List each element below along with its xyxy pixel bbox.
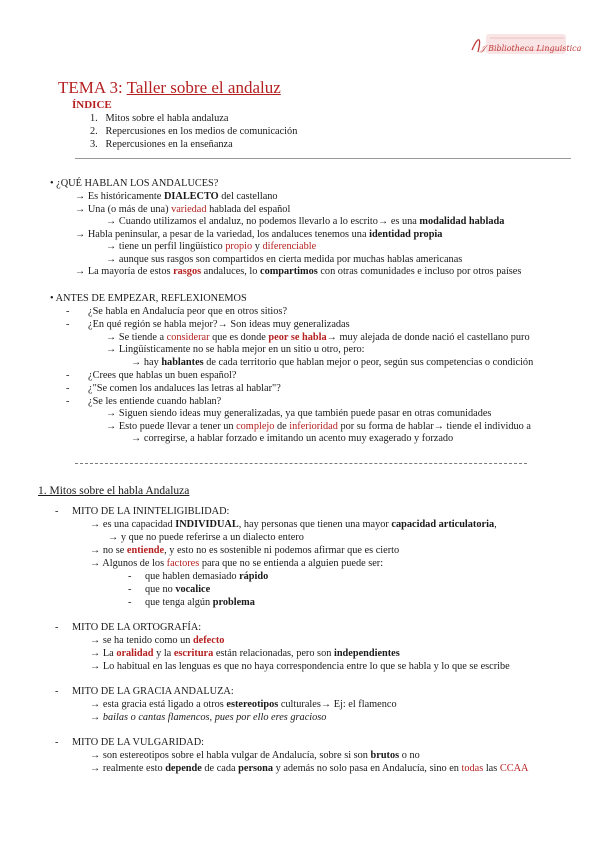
page-title: TEMA 3: Taller sobre el andaluz [58,78,281,97]
list-dash: - [66,306,70,317]
text-line: → Lo habitual en las lenguas es que no haya correspondencia entre lo que se habla y lo que se escribe [90,661,510,672]
text-line: → realmente esto depende de cada persona y además no solo pasa en Andalucía, sino en todas las CCAA [90,763,529,774]
myth-heading: MITO DE LA ININTELIGIBLIDAD: [72,506,230,517]
text-line: → tiene un perfil lingüístico propio y diferenciable [106,241,317,252]
text-line: → bailas o cantas flamencos, pues por ello eres gracioso [90,712,327,723]
section-heading: • ¿QUÉ HABLAN LOS ANDALUCES? [50,178,219,189]
index-item: 1. Mitos sobre el habla andaluza [90,113,229,124]
text-line: → Se tiende a considerar que es donde peor se habla→ muy alejada de donde nació el castellano puro [106,332,530,343]
text-line: → Algunos de los factores para que no se entienda a alguien puede ser: [90,558,384,569]
list-dash: - [55,686,59,697]
index-item: 2. Repercusiones en los medios de comunicación [90,126,298,137]
text-line: → se ha tenido como un defecto [90,635,225,646]
text-line: → hay hablantes de cada territorio que hablan mejor o peor, según sus competencias o condición [131,357,534,368]
index-item: 3. Repercusiones en la enseñanza [90,139,233,150]
list-item: que tenga algún problema [145,597,255,608]
list-item: que hablen demasiado rápido [145,571,269,582]
text-line: → esta gracia está ligado a otros estereotipos culturales→ Ej: el flamenco [90,699,397,710]
myth-heading: MITO DE LA ORTOGRAFÍA: [72,622,202,633]
list-dash: - [66,383,70,394]
dashed-divider [75,463,527,464]
list-item: ¿En qué región se habla mejor?→ Son ideas muy generalizadas [88,319,350,330]
divider [75,158,571,159]
list-item: ¿Se les entiende cuando hablan? [88,396,222,407]
list-dash: - [128,597,132,608]
section-title: 1. Mitos sobre el habla Andaluza [38,485,190,497]
myth-heading: MITO DE LA VULGARIDAD: [72,737,205,748]
list-dash: - [55,506,59,517]
list-dash: - [55,737,59,748]
list-dash: - [128,571,132,582]
text-line: → no se entiende, y esto no es sostenible ni podemos afirmar que es cierto [90,545,400,556]
logo-text: 𝒥 Bibliotheca Linguistica [480,44,582,53]
section-heading: • ANTES DE EMPEZAR, REFLEXIONEMOS [50,293,247,304]
text-line: → Lingüísticamente no se habla mejor en un sitio u otro, pero: [106,344,365,355]
text-line: → aunque sus rasgos son compartidos en cierta medida por muchas hablas americanas [106,254,463,265]
text-line: → La oralidad y la escritura están relacionadas, pero son independientes [90,648,400,659]
text-line: → es una capacidad INDIVIDUAL, hay personas que tienen una mayor capacidad articulatoria, [90,519,497,530]
text-line: → Siguen siendo ideas muy generalizadas, ya que también puede pasar en otras comunidades [106,408,492,419]
text-line: → corregirse, a hablar forzado e imitando un acento muy exagerado y forzado [131,433,454,444]
text-line: → Esto puede llevar a tener un complejo de inferioridad por su forma de hablar→ tiende el individuo a [106,421,531,432]
list-dash: - [66,319,70,330]
text-line: → La mayoría de estos rasgos andaluces, lo compartimos con otras comunidades e incluso por otros países [75,266,522,277]
text-line: → son estereotipos sobre el habla vulgar de Andalucía, sobre si son brutos o no [90,750,420,761]
text-line: → y que no puede referirse a un dialecto entero [108,532,304,543]
list-dash: - [55,622,59,633]
text-line: → Una (o más de una) variedad hablada del español [75,204,291,215]
list-dash: - [66,370,70,381]
list-item: ¿Crees que hablas un buen español? [88,370,237,381]
text-line: → Habla peninsular, a pesar de la variedad, los andaluces tenemos una identidad propia [75,229,443,240]
text-line: → Es históricamente DIALECTO del castellano [75,191,278,202]
list-item: ¿"Se comen los andaluces las letras al hablar"? [88,383,281,394]
text-line: → Cuando utilizamos el andaluz, no podemos llevarlo a lo escrito→ es una modalidad hablada [106,216,505,227]
list-item: que no vocalice [145,584,211,595]
myth-heading: MITO DE LA GRACIA ANDALUZA: [72,686,234,697]
list-item: ¿Se habla en Andalucía peor que en otros sitios? [88,306,288,317]
list-dash: - [128,584,132,595]
list-dash: - [66,396,70,407]
index-heading: ÍNDICE [72,99,112,111]
